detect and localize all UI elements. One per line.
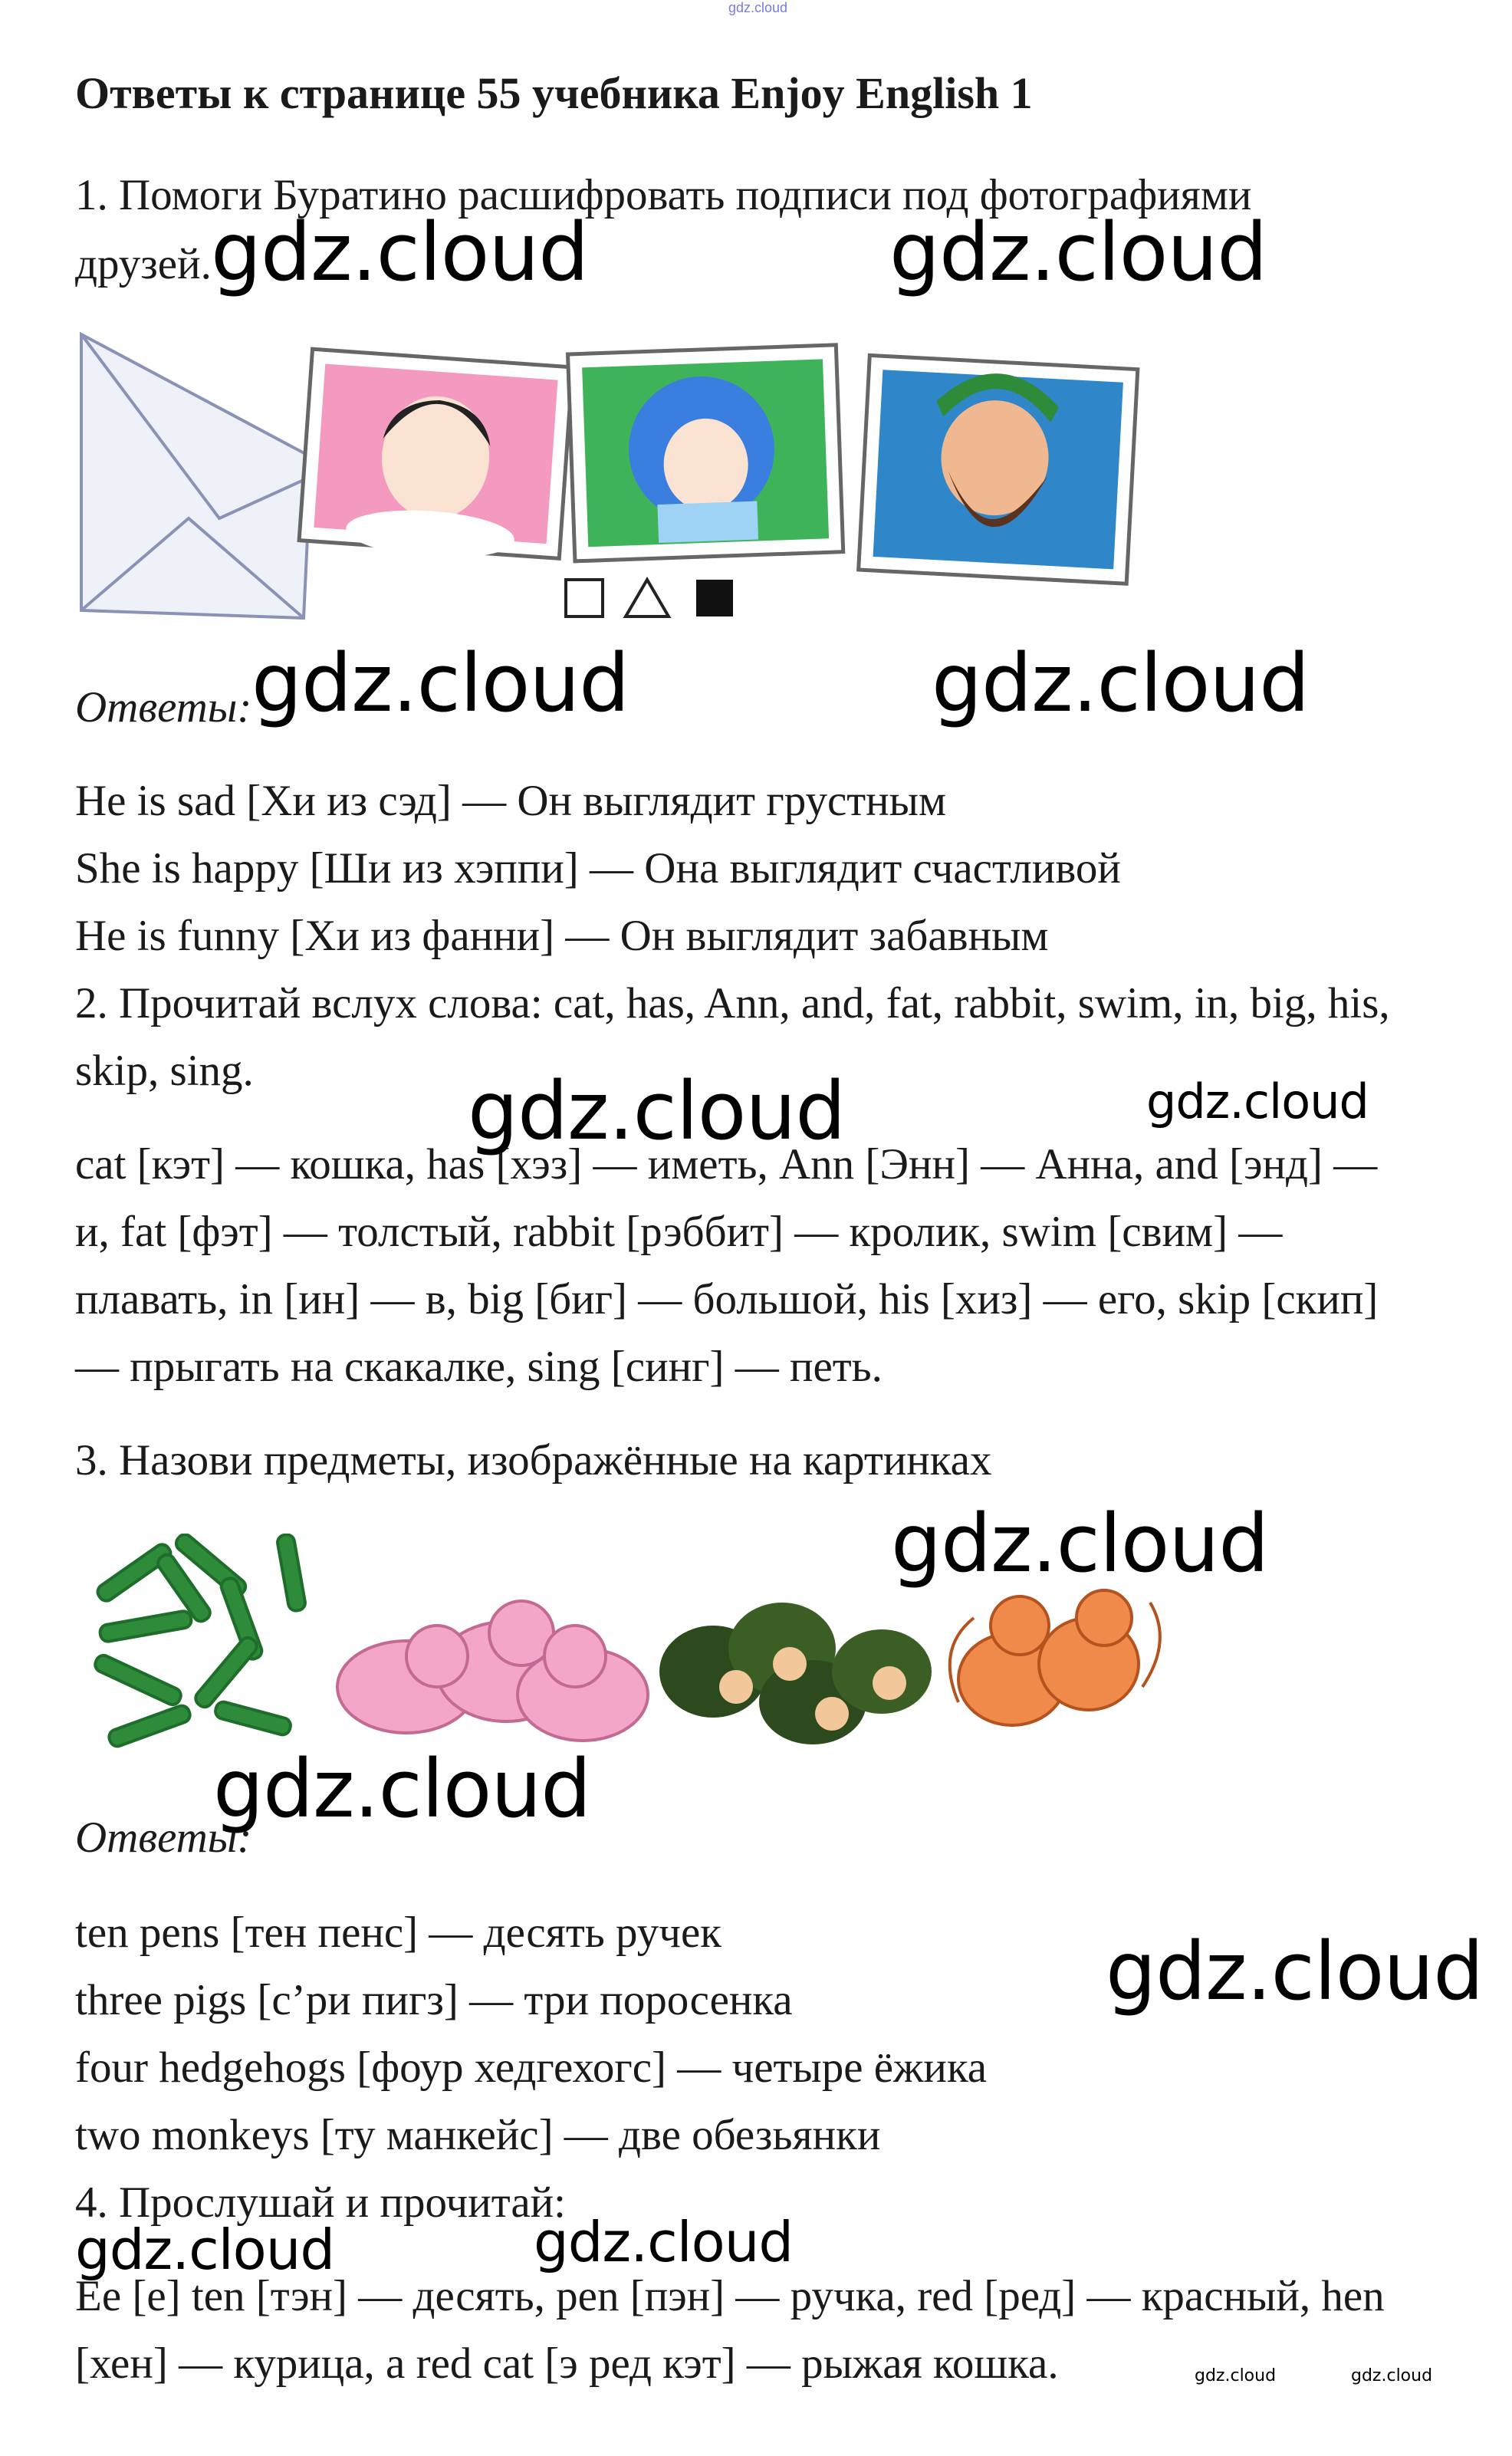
answers-label-3: Ответы: [75, 1813, 252, 1862]
monkeys-icon [950, 1590, 1160, 1725]
answer-pigs: three pigs [с’ри пигз] — три поросенка [75, 1976, 793, 2024]
shapes-icons [566, 580, 733, 616]
pens-icon [93, 1534, 307, 1748]
watermark: gdz.cloud [891, 1497, 1269, 1590]
watermark: gdz.cloud [213, 1742, 591, 1836]
watermark: gdz.cloud [468, 1064, 846, 1158]
task3-heading: 3. Назови предметы, изображённые на картинках [75, 1436, 992, 1484]
watermark: gdz.cloud [251, 636, 629, 730]
task2-line2: skip, sing. [75, 1047, 254, 1095]
watermark: gdz.cloud [211, 205, 589, 299]
photo-funny-man [859, 355, 1138, 584]
top-watermark: gdz.cloud [728, 0, 788, 15]
task1-line1: 1. Помоги Буратино расшифровать подписи под фотографиями [75, 171, 1252, 219]
answer-pens: ten pens [тен пенс] — десять ручек [75, 1909, 721, 1957]
task1-line2: друзей. [75, 240, 212, 288]
task2-line6: — прыгать на скакалке, sing [синг] — петь. [75, 1343, 883, 1391]
watermark: gdz.cloud [1195, 2366, 1277, 2385]
task4-heading: 4. Прослушай и прочитай: [75, 2178, 566, 2227]
task4-line2: [хен] — курица, a red cat [э ред кэт] — рыжая кошка. [75, 2339, 1059, 2388]
answer-monkeys: two monkeys [ту манкейс] — две обезьянки [75, 2111, 881, 2159]
envelope-icon [81, 334, 311, 618]
answer-hedgehogs: four hedgehogs [фоур хедгехогс] — четыре ёжика [75, 2043, 988, 2092]
task2-line1: 2. Прочитай вслух слова: cat, has, Ann, and, fat, rabbit, swim, in, big, his, [75, 979, 1390, 1027]
photo-sad-boy [298, 349, 572, 566]
hedgehogs-icon [659, 1603, 932, 1744]
task2-line3: cat [кэт] — кошка, has [хэз] — иметь, Ann [Энн] — Анна, and [энд] — [75, 1140, 1378, 1189]
photos-illustration [74, 327, 1162, 626]
answers-label-1: Ответы: [75, 683, 252, 732]
watermark: gdz.cloud [1351, 2366, 1433, 2385]
answer-happy: She is happy [Ши из хэппи] — Она выглядит счастливой [75, 844, 1121, 893]
watermark: gdz.cloud [75, 2218, 335, 2282]
watermark: gdz.cloud [889, 205, 1267, 299]
watermark: gdz.cloud [932, 636, 1310, 730]
task2-line4: и, fat [фэт] — толстый, rabbit [рэббит] — кролик, swim [свим] — [75, 1208, 1283, 1256]
watermark: gdz.cloud [534, 2210, 794, 2274]
pigs-icon [337, 1601, 648, 1741]
answer-sad: He is sad [Хи из сэд] — Он выглядит грустным [75, 777, 947, 825]
page-title: Ответы к странице 55 учебника Enjoy English 1 [75, 68, 1033, 118]
task2-line5: плавать, in [ин] — в, big [биг] — большой, his [хиз] — его, skip [скип] [75, 1275, 1379, 1323]
watermark: gdz.cloud [1106, 1925, 1484, 2018]
answer-funny: He is funny [Хи из фанни] — Он выглядит забавным [75, 912, 1049, 960]
task4-line1: Ee [e] ten [тэн] — десять, pen [пэн] — ручка, red [ред] — красный, hen [75, 2272, 1385, 2320]
photo-happy-girl [568, 345, 843, 561]
watermark: gdz.cloud [1146, 1073, 1369, 1129]
